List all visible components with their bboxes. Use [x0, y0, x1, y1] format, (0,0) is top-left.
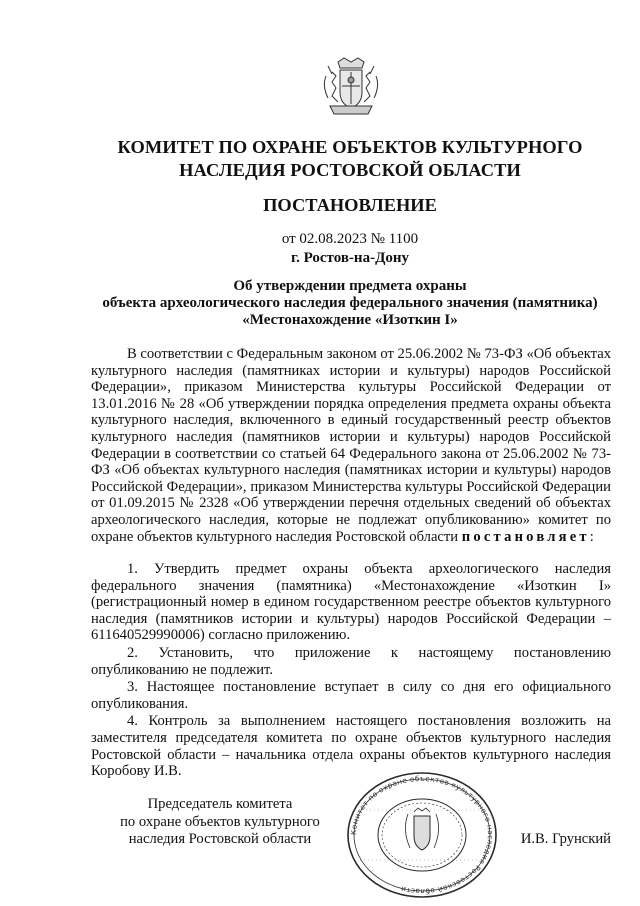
- document-type: ПОСТАНОВЛЕНИЕ: [263, 195, 437, 215]
- resolution-item: 3. Настоящее постановление вступает в силу со дня его официального опубликования.: [91, 679, 611, 712]
- document-city: г. Ростов-на-Дону: [290, 250, 410, 266]
- decree-end: :: [589, 528, 594, 545]
- signatory-name: И.В. Грунский: [520, 831, 611, 847]
- resolution-item: 1. Утвердить предмет охраны объекта археологического наследия федерального значения (памятника) «Местонахождение «Изоткин I» (регистрационный номер в едином государственном реестре объектов культурного наследия (памятников истории и культуры) народов Российской Федерации – 611640529990006) согласно приложению.: [91, 561, 611, 644]
- title-line-1: Об утверждении предмета охраны: [233, 278, 467, 294]
- document-date-number: от 02.08.2023 № 1100: [281, 231, 419, 247]
- title-line-2: объекта археологического наследия федерального значения (памятника): [102, 295, 598, 311]
- coat-of-arms-icon: [318, 56, 384, 118]
- org-line-2: НАСЛЕДИЯ РОСТОВСКОЙ ОБЛАСТИ: [179, 160, 521, 180]
- resolution-items: [91, 561, 611, 781]
- document-title: [60, 278, 640, 329]
- title-line-3: «Местонахождение «Изоткин I»: [242, 312, 458, 328]
- org-line-1: КОМИТЕТ ПО ОХРАНЕ ОБЪЕКТОВ КУЛЬТУРНОГО: [117, 137, 583, 157]
- position-line-1: Председатель комитета: [147, 796, 293, 812]
- position-line-2: по охране объектов культурного: [120, 813, 320, 830]
- official-seal-icon: [342, 770, 502, 900]
- decree-word: постановляет: [461, 528, 590, 545]
- signatory-position: [100, 796, 340, 849]
- preamble-text: В соответствии с Федеральным законом от 25.06.2002 № 73-ФЗ «Об объектах культурного наследия (памятниках истории и культуры) народов Российской Федерации», приказом Министерства культуры Российской Федерации от 13.01.2016 № 28 «Об утверждении порядка определения предмета охраны объекта культурного наследия, включенного в единый государственный реестр объектов культурного наследия (памятников истории и культуры) народов Российской Федерации в соответствии со статьей 64 Федерального закона от 25.06.2002 № 73-ФЗ «Об объектах культурного наследия (памятниках истории и культуры) народов Российской Федерации», приказом Министерства культуры Российской Федерации от 01.09.2015 № 2328 «Об утверждении перечня отдельных сведений об объектах археологического наследия, которые не подлежат опубликованию» комитет по охране объектов культурного наследия Ростовской области: [91, 346, 611, 545]
- resolution-item: 2. Установить, что приложение к настоящему постановлению опубликованию не подлежит.: [91, 644, 611, 678]
- position-line-3: наследия Ростовской области: [128, 831, 312, 847]
- seal-text: Комитет по охране объектов культурного наследия Ростовской области: [348, 773, 496, 897]
- preamble: [91, 346, 611, 545]
- organization-name: [60, 136, 640, 182]
- resolution-item: 4. Контроль за выполнением настоящего постановления возложить на заместителя председателя комитета по охране объектов культурного наследия Ростовской области – начальника отдела охраны объектов культурного наследия Коробову И.В.: [91, 713, 611, 780]
